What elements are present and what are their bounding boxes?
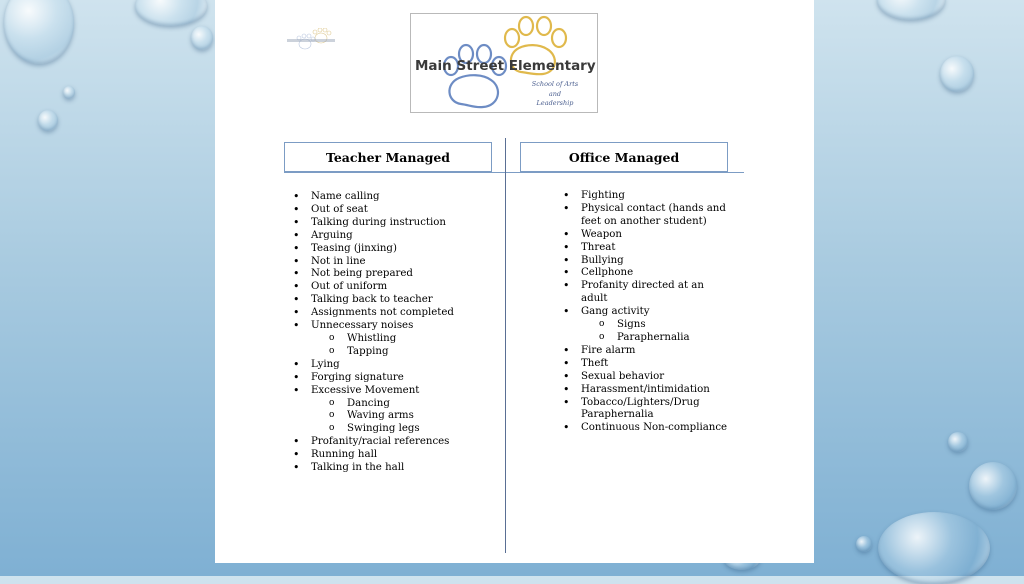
list-item: • Threat	[563, 242, 733, 255]
blue-paw-icon	[444, 45, 506, 107]
water-drop	[63, 86, 75, 99]
list-item: • Assignments not completed	[293, 307, 493, 320]
list-item: • Not in line	[293, 256, 493, 269]
office-managed-heading: Office Managed	[520, 142, 728, 172]
list-item: • Talking in the hall	[293, 462, 493, 475]
water-drop	[38, 110, 58, 131]
document-page	[215, 0, 814, 563]
sub-list-item: o Dancing	[311, 398, 493, 411]
list-item: • Harassment/intimidation	[563, 384, 733, 397]
teacher-managed-heading: Teacher Managed	[284, 142, 492, 172]
list-item-label: Excessive Movement	[311, 384, 420, 396]
sub-list	[581, 319, 733, 345]
list-item: • Arguing	[293, 230, 493, 243]
logo-subtitle: School of Arts and Leadership	[531, 80, 579, 107]
sub-list-item: o Whistling	[311, 333, 493, 346]
list-item: • Tobacco/Lighters/Drug Paraphernalia	[563, 397, 733, 423]
sub-list-item: o Paraphernalia	[581, 332, 733, 345]
list-item-label: Gang activity	[581, 306, 650, 318]
water-drop	[940, 56, 974, 92]
list-item: • Lying	[293, 359, 493, 372]
water-drop	[856, 536, 872, 552]
list-item: • Profanity/racial references	[293, 436, 493, 449]
office-managed-list	[563, 190, 733, 435]
list-item: • Out of uniform	[293, 281, 493, 294]
sub-list	[311, 333, 493, 359]
water-drop	[877, 0, 945, 20]
list-item: • Theft	[563, 358, 733, 371]
list-item: • Not being prepared	[293, 268, 493, 281]
list-item: • Physical contact (hands and feet on another student)	[563, 203, 733, 229]
water-drop	[4, 0, 74, 64]
water-drop	[948, 432, 968, 452]
sub-list	[311, 398, 493, 437]
list-item	[563, 306, 733, 345]
school-logo	[410, 13, 598, 113]
list-item: • Running hall	[293, 449, 493, 462]
list-item: • Forging signature	[293, 372, 493, 385]
list-item: • Fire alarm	[563, 345, 733, 358]
list-item: • Bullying	[563, 255, 733, 268]
sub-list-item: o Swinging legs	[311, 423, 493, 436]
water-drop	[135, 0, 207, 26]
sub-list-item: o Waving arms	[311, 410, 493, 423]
list-item	[293, 385, 493, 437]
logo-title: Main Street Elementary	[415, 58, 596, 74]
sub-list-item: o Signs	[581, 319, 733, 332]
list-item: • Teasing (jinxing)	[293, 243, 493, 256]
list-item: • Fighting	[563, 190, 733, 203]
water-drop	[191, 26, 213, 50]
list-item: • Talking during instruction	[293, 217, 493, 230]
header-divider	[284, 172, 744, 173]
list-item	[293, 320, 493, 359]
list-item: • Sexual behavior	[563, 371, 733, 384]
list-item: • Continuous Non-compliance	[563, 422, 733, 435]
small-logo-image	[285, 28, 337, 54]
list-item: • Out of seat	[293, 204, 493, 217]
list-item: • Name calling	[293, 191, 493, 204]
list-item: • Weapon	[563, 229, 733, 242]
list-item: • Cellphone	[563, 267, 733, 280]
list-item: • Talking back to teacher	[293, 294, 493, 307]
list-item: • Profanity directed at an adult	[563, 280, 733, 306]
sub-list-item: o Tapping	[311, 346, 493, 359]
list-item-label: Unnecessary noises	[311, 320, 414, 332]
teacher-managed-list	[293, 191, 493, 475]
water-drop	[878, 512, 990, 584]
column-divider	[505, 138, 506, 553]
water-drop	[969, 462, 1017, 510]
